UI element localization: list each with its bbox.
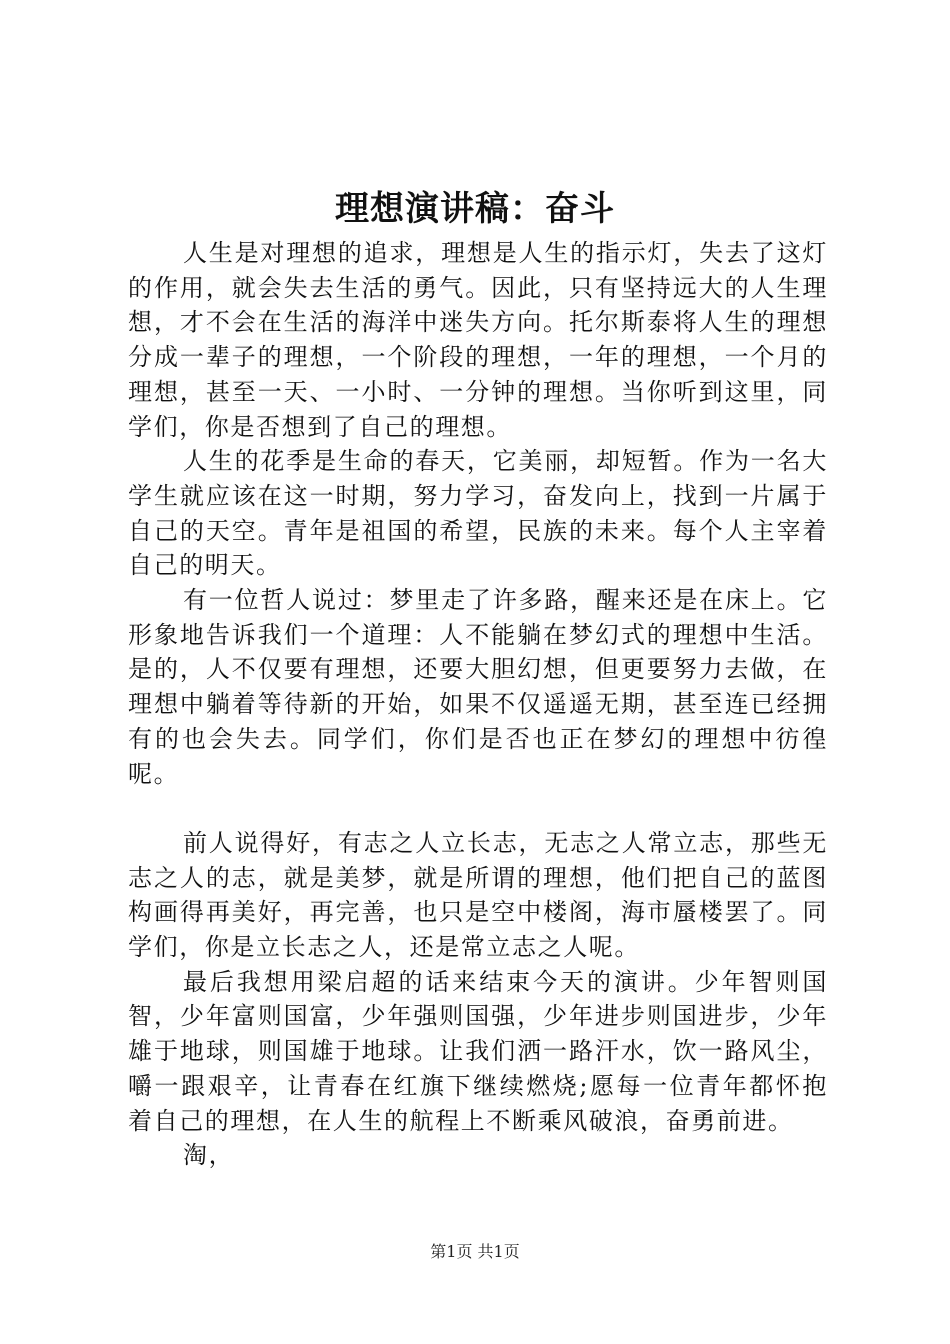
paragraph-4: 前人说得好，有志之人立长志，无志之人常立志，那些无志之人的志，就是美梦，就是所谓的理想，他们把自己的蓝图构画得再美好，再完善，也只是空中楼阁，海市蜃楼罢了。同学们，你是立长志之人，还是常立志之人呢。 <box>128 828 828 962</box>
paragraph-6: 淘， <box>183 1141 235 1170</box>
page-number-footer: 第1页 共1页 <box>430 1242 520 1261</box>
paragraph-3: 有一位哲人说过：梦里走了许多路，醒来还是在床上。它形象地告诉我们一个道理：人不能躺在梦幻式的理想中生活。是的，人不仅要有理想，还要大胆幻想，但更要努力去做，在理想中躺着等待新的开始，如果不仅遥遥无期，甚至连已经拥有的也会失去。同学们，你们是否也正在梦幻的理想中彷徨呢。 <box>128 586 828 788</box>
document-title: 理想演讲稿：奋斗 <box>335 189 615 229</box>
paragraph-2: 人生的花季是生命的春天，它美丽，却短暂。作为一名大学生就应该在这一时期，努力学习，奋发向上，找到一片属于自己的天空。青年是祖国的希望，民族的未来。每个人主宰着自己的明天。 <box>128 447 828 580</box>
paragraph-1: 人生是对理想的追求，理想是人生的指示灯，失去了这灯的作用，就会失去生活的勇气。因此，只有坚持远大的人生理想，才不会在生活的海洋中迷失方向。托尔斯泰将人生的理想分成一辈子的理想，一个阶段的理想，一年的理想，一个月的理想，甚至一天、一小时、一分钟的理想。当你听到这里，同学们，你是否想到了自己的理想。 <box>128 239 828 441</box>
paragraph-5: 最后我想用梁启超的话来结束今天的演讲。少年智则国智，少年富则国富，少年强则国强，少年进步则国进步，少年雄于地球，则国雄于地球。让我们洒一路汗水，饮一路风尘，嚼一跟艰辛，让青春在红旗下继续燃烧;愿每一位青年都怀抱着自己的理想，在人生的航程上不断乘风破浪，奋勇前进。 <box>128 967 828 1135</box>
document-body <box>128 236 828 1173</box>
